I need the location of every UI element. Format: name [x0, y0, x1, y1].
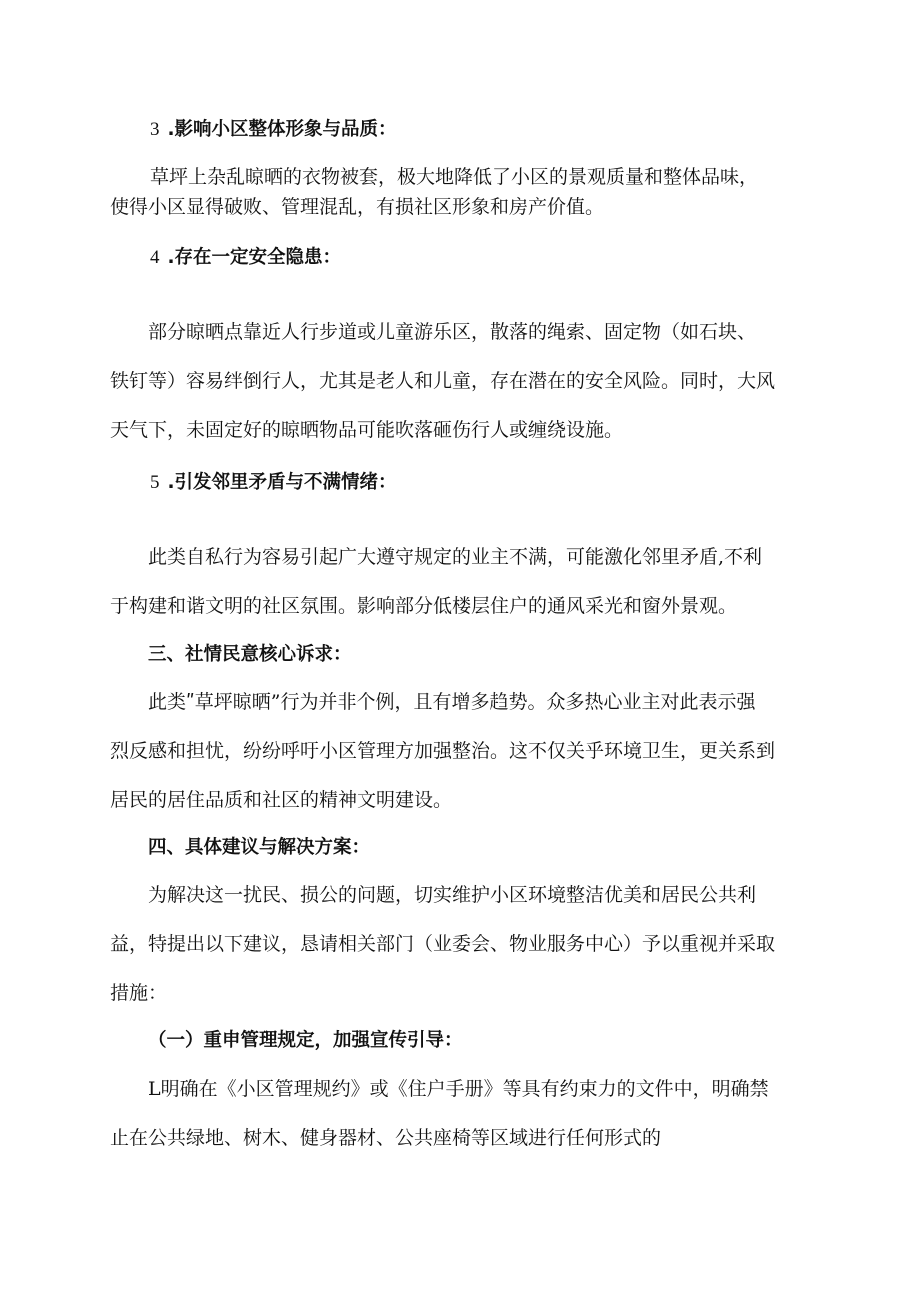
- paragraph-line: 铁钉等）容易绊倒行人，尤其是老人和儿童，存在潜在的安全风险。同时，大风: [110, 370, 776, 392]
- paragraph-line: 此类ʺ草坪晾晒”行为并非个例，且有增多趋势。众多热心业主对此表示强: [148, 691, 756, 713]
- paragraph-line: 于构建和谐文明的社区氛围。影响部分低楼层住户的通风采光和窗外景观。: [110, 595, 738, 617]
- paragraph-line: 烈反感和担忧，纷纷呼吁小区管理方加强整治。这不仅关乎环境卫生，更关系到: [110, 740, 776, 762]
- section-four-heading: 四、具体建议与解决方案：: [148, 837, 371, 858]
- subsection-one-heading: （一）重申管理规定，加强宣传引导：: [148, 1030, 463, 1051]
- section-three-heading: 三、社情民意核心诉求：: [148, 644, 352, 665]
- paragraph-line: 益，特提出以下建议，恳请相关部门（业委会、物业服务中心）予以重视并采取: [110, 933, 776, 955]
- paragraph-line: 居民的居住品质和社区的精神文明建设。: [110, 789, 453, 811]
- section-4-number: 4: [150, 247, 160, 268]
- paragraph-line: 使得小区显得破败、管理混乱，有损社区形象和房产价值。: [110, 196, 605, 218]
- section-5-number: 5: [150, 472, 160, 493]
- paragraph-line: 草坪上杂乱晾晒的衣物被套，极大地降低了小区的景观质量和整体品味，: [150, 166, 759, 188]
- section-4-title: .存在一定安全隐患：: [167, 247, 342, 268]
- section-3-title: .影响小区整体形象与品质：: [167, 119, 397, 140]
- paragraph-line: 天气下，未固定好的晾晒物品可能吹落砸伤行人或缠绕设施。: [110, 419, 624, 441]
- section-5-title: .引发邻里矛盾与不满情绪：: [167, 472, 397, 493]
- section-3-number: 3: [150, 119, 160, 140]
- paragraph-line: 部分晾晒点靠近人行步道或儿童游乐区，散落的绳索、固定物（如石块、: [148, 321, 757, 343]
- paragraph-line: 措施：: [110, 982, 168, 1004]
- paragraph-line: 止在公共绿地、树木、健身器材、公共座椅等区域进行任何形式的: [110, 1127, 662, 1149]
- section-3-heading: [150, 117, 397, 142]
- section-4-heading: [150, 245, 341, 270]
- paragraph-line: L明确在《小区管理规约》或《住户手册》等具有约束力的文件中，明确禁: [148, 1078, 769, 1100]
- paragraph-line: 此类自私行为容易引起广大遵守规定的业主不满，可能激化邻里矛盾,不利: [148, 546, 763, 568]
- paragraph-line: 为解决这一扰民、损公的问题，切实维护小区环境整洁优美和居民公共利: [148, 884, 757, 906]
- section-5-heading: [150, 470, 397, 495]
